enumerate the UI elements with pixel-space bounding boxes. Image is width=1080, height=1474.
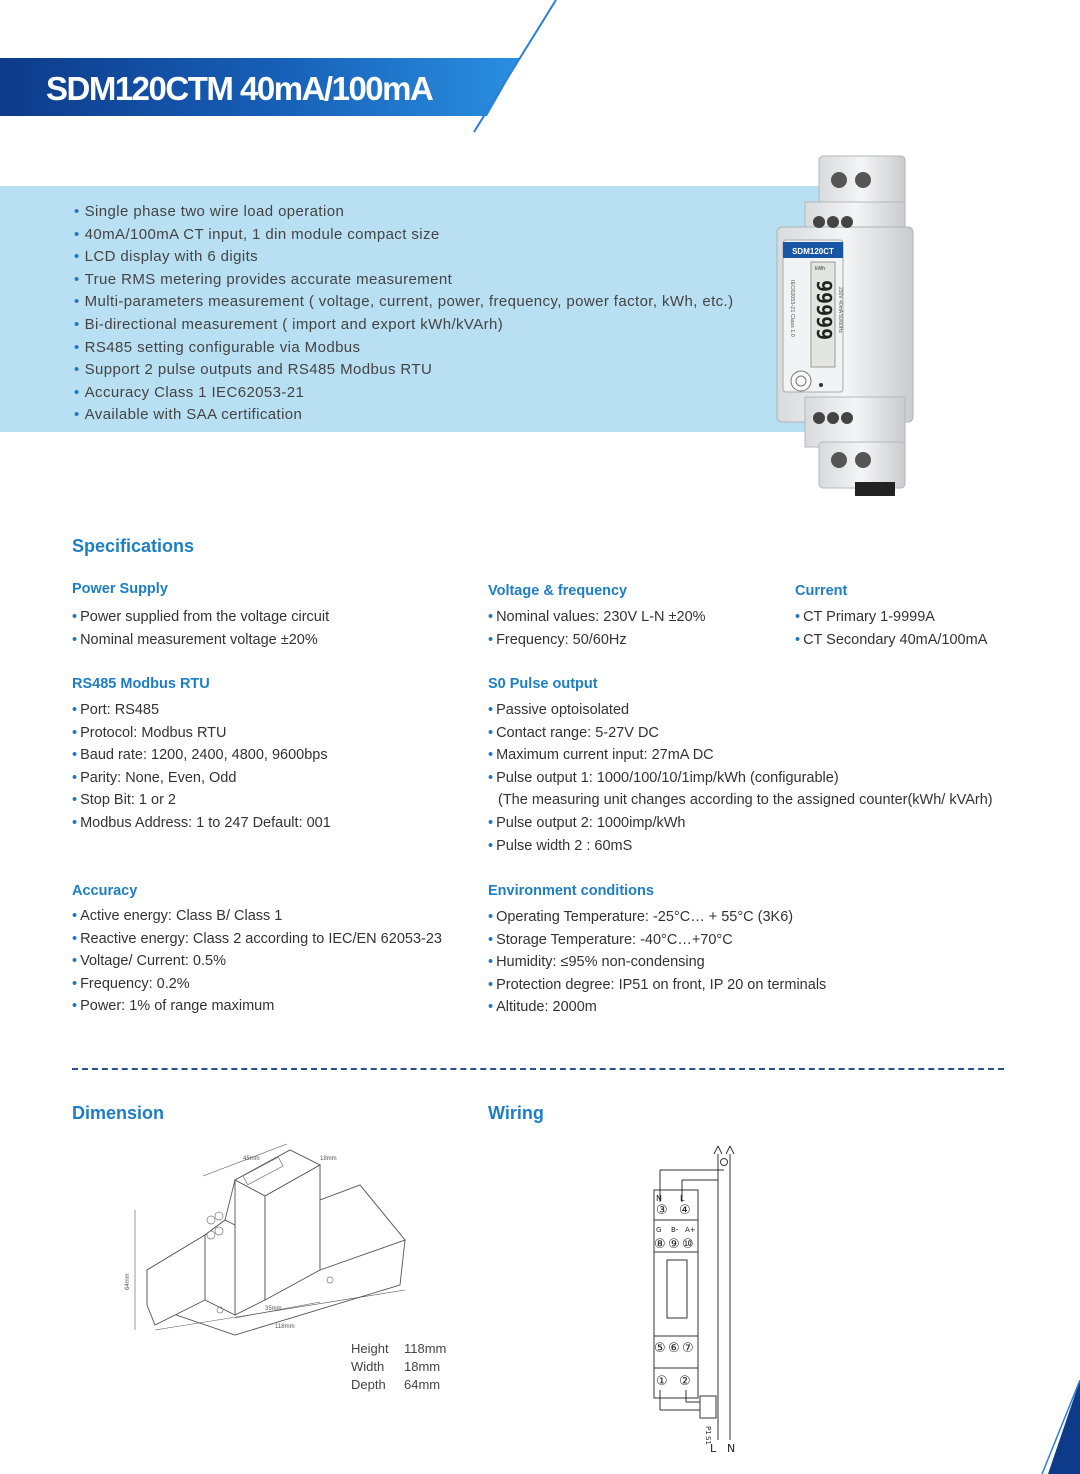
rs485-list	[72, 699, 331, 835]
bullet-icon: •	[72, 953, 78, 970]
spec-item	[488, 629, 706, 652]
spec-item-text: Pulse width 2 : 60mS	[496, 837, 633, 854]
feature-item-text: 40mA/100mA CT input, 1 din module compact size	[84, 225, 440, 243]
spec-item	[72, 629, 329, 652]
terminal-2: ②	[679, 1374, 691, 1389]
spec-item-text: CT Secondary 40mA/100mA	[803, 631, 988, 648]
feature-item-text: Single phase two wire load operation	[84, 203, 345, 220]
spec-item	[488, 996, 826, 1019]
bullet-icon: •	[488, 909, 494, 925]
terminal-8: ⑧	[654, 1237, 666, 1252]
spec-item-text: Pulse output 1: 1000/100/10/1imp/kWh (configurable)	[496, 769, 839, 786]
feature-item	[74, 246, 734, 269]
spec-item-text: Operating Temperature: -25°C… + 55°C (3K6)	[496, 909, 794, 925]
wiring-bottom-l: L	[710, 1442, 717, 1455]
power-supply-list	[72, 606, 329, 651]
bullet-icon: •	[74, 406, 80, 424]
product-image	[775, 152, 915, 498]
dim-label-height: 64mm	[125, 1273, 131, 1290]
dimension-label: Height	[351, 1341, 389, 1356]
current-list	[795, 606, 987, 651]
bullet-icon: •	[488, 999, 494, 1016]
feature-item	[74, 201, 734, 224]
spec-item	[488, 951, 826, 974]
section-divider	[72, 1068, 1004, 1070]
dim-label-depth-top: 18mm	[320, 1156, 337, 1162]
dimension-value: 64mm	[404, 1377, 441, 1392]
spec-item	[488, 812, 993, 835]
spec-item	[488, 744, 993, 767]
environment-list	[488, 906, 826, 1019]
wiring-p1-label: P1	[704, 1426, 712, 1435]
feature-item	[74, 314, 734, 337]
bullet-icon: •	[488, 724, 494, 741]
feature-item-text: Bi-directional measurement ( import and export kWh/kVArh)	[84, 315, 504, 333]
dimension-value: 118mm	[404, 1341, 447, 1356]
bullet-icon: •	[488, 814, 494, 831]
dimension-table	[351, 1340, 446, 1394]
spec-item-text: Frequency: 50/60Hz	[496, 631, 627, 648]
bullet-icon: •	[74, 293, 80, 311]
bullet-icon: •	[72, 769, 78, 786]
spec-item	[72, 699, 331, 722]
feature-item	[74, 337, 734, 360]
dimension-drawing	[115, 1140, 415, 1340]
wiring-b-label: B-	[671, 1226, 679, 1234]
s0-pulse-title: S0 Pulse output	[488, 676, 598, 692]
bullet-icon: •	[72, 631, 78, 648]
spec-item-text: Nominal values: 230V L-N ±20%	[496, 609, 706, 625]
bullet-icon: •	[72, 724, 78, 741]
spec-item	[72, 789, 331, 812]
bullet-icon: •	[488, 931, 494, 948]
product-side-text-2: 230V 40mA 50/60Hz	[837, 287, 843, 333]
terminal-10: ⑩	[682, 1237, 694, 1252]
product-display: 99999	[812, 280, 836, 341]
spec-item-text: Modbus Address: 1 to 247 Default: 001	[80, 814, 331, 831]
feature-item	[74, 404, 734, 427]
dimension-label: Width	[351, 1359, 385, 1374]
spec-item-text: Reactive energy: Class 2 according to IEC/EN 62053-23	[80, 930, 442, 947]
spec-item	[488, 929, 826, 952]
bullet-icon: •	[72, 814, 78, 831]
spec-item	[72, 744, 331, 767]
feature-list	[74, 201, 734, 427]
bullet-icon: •	[795, 609, 801, 625]
spec-item	[488, 906, 826, 929]
spec-item-text: Stop Bit: 1 or 2	[80, 792, 176, 809]
bullet-icon: •	[488, 631, 494, 648]
bullet-icon: •	[488, 769, 494, 786]
spec-item-text: Storage Temperature: -40°C…+70°C	[496, 931, 733, 948]
wiring-bottom-n: N	[727, 1442, 736, 1455]
spec-item	[488, 699, 993, 722]
page-title: SDM120CTM 40mA/100mA	[46, 70, 433, 107]
bullet-icon: •	[488, 976, 494, 993]
bullet-icon: •	[488, 954, 494, 971]
feature-item	[74, 382, 734, 405]
terminal-6: ⑥	[668, 1341, 680, 1356]
bullet-icon: •	[74, 338, 80, 356]
accuracy-title: Accuracy	[72, 883, 138, 899]
spec-item-text: Contact range: 5-27V DC	[496, 724, 659, 741]
dimension-row-depth	[351, 1376, 446, 1394]
wiring-g-label: G	[656, 1226, 662, 1234]
bullet-icon: •	[795, 631, 801, 648]
spec-item-text: Frequency: 0.2%	[80, 975, 190, 992]
spec-item-text: Protocol: Modbus RTU	[80, 724, 227, 741]
spec-item-text: Pulse output 2: 1000imp/kWh	[496, 814, 686, 831]
bullet-icon: •	[74, 225, 80, 243]
feature-item	[74, 359, 734, 382]
product-kwh-label: kWh	[815, 266, 825, 272]
feature-item-text: LCD display with 6 digits	[84, 248, 259, 266]
wiring-l-label: L	[680, 1194, 685, 1203]
terminal-7: ⑦	[682, 1341, 694, 1356]
spec-item	[72, 606, 329, 629]
accuracy-list	[72, 905, 442, 1018]
spec-item	[72, 995, 442, 1018]
feature-item-text: RS485 setting configurable via Modbus	[84, 338, 361, 356]
feature-item	[74, 224, 734, 247]
feature-item-text: Multi-parameters measurement ( voltage, current, power, frequency, power factor, kWh, etc.)	[84, 293, 734, 311]
specifications-title: Specifications	[72, 536, 195, 556]
spec-item	[72, 905, 442, 928]
power-supply-title: Power Supply	[72, 581, 168, 597]
bullet-icon: •	[74, 361, 80, 379]
spec-item-text: Baud rate: 1200, 2400, 4800, 9600bps	[80, 747, 328, 764]
bullet-icon: •	[74, 248, 80, 266]
current-title: Current	[795, 583, 848, 599]
bullet-icon: •	[72, 908, 78, 924]
voltage-frequency-list	[488, 606, 706, 651]
spec-item-text: Port: RS485	[80, 702, 160, 718]
bullet-icon: •	[74, 270, 80, 288]
dimension-row-height	[351, 1340, 446, 1358]
spec-item-text: Nominal measurement voltage ±20%	[80, 631, 318, 648]
bullet-icon: •	[72, 930, 78, 947]
bullet-icon: •	[74, 315, 80, 333]
spec-item	[72, 767, 331, 790]
spec-item-text: Humidity: ≤95% non-condensing	[496, 954, 705, 971]
bullet-icon: •	[72, 975, 78, 992]
spec-item	[72, 722, 331, 745]
dimension-label: Depth	[351, 1377, 386, 1392]
spec-item-text: Maximum current input: 27mA DC	[496, 747, 714, 764]
bullet-icon: •	[488, 747, 494, 764]
spec-note: (The measuring unit changes according to the assigned counter(kWh/ kVArh)	[498, 792, 993, 809]
spec-item-text: CT Primary 1-9999A	[803, 609, 935, 625]
wiring-n-label: N	[656, 1194, 662, 1203]
dim-label-front: 35mm	[265, 1306, 282, 1312]
voltage-frequency-title: Voltage & frequency	[488, 583, 628, 599]
feature-item-text: True RMS metering provides accurate measurement	[84, 270, 453, 288]
feature-item-text: Available with SAA certification	[84, 406, 303, 424]
bullet-icon: •	[74, 203, 80, 220]
feature-item	[74, 291, 734, 314]
terminal-4: ④	[679, 1203, 691, 1218]
spec-item-text: Altitude: 2000m	[496, 999, 597, 1016]
spec-item	[72, 928, 442, 951]
spec-item	[488, 835, 993, 858]
spec-item	[488, 606, 706, 629]
bullet-icon: •	[488, 702, 494, 718]
bullet-icon: •	[72, 609, 78, 625]
s0-pulse-list	[488, 699, 993, 857]
dim-label-length: 118mm	[275, 1324, 295, 1330]
spec-item	[72, 812, 331, 835]
wiring-title: Wiring	[488, 1103, 544, 1123]
environment-title: Environment conditions	[488, 883, 654, 899]
wiring-a-label: A+	[685, 1226, 696, 1234]
spec-item-text: Active energy: Class B/ Class 1	[80, 908, 283, 924]
dim-label-width-top: 45mm	[243, 1156, 260, 1162]
bullet-icon: •	[72, 702, 78, 718]
wiring-s1-label: S1	[704, 1436, 712, 1445]
spec-item-text: Power supplied from the voltage circuit	[80, 609, 330, 625]
wiring-diagram	[640, 1140, 750, 1455]
product-side-text-1: IEC62053-21 Class 1.0	[789, 280, 795, 337]
spec-item-text: Parity: None, Even, Odd	[80, 769, 237, 786]
feature-item	[74, 269, 734, 292]
spec-item	[488, 974, 826, 997]
spec-item	[795, 629, 987, 652]
spec-item	[72, 950, 442, 973]
terminal-9: ⑨	[668, 1237, 680, 1252]
bullet-icon: •	[72, 998, 78, 1015]
dimension-value: 18mm	[404, 1359, 441, 1374]
terminal-1: ①	[656, 1374, 668, 1389]
spec-item	[795, 606, 987, 629]
bullet-icon: •	[488, 837, 494, 854]
spec-item-text: Power: 1% of range maximum	[80, 998, 275, 1015]
rs485-title: RS485 Modbus RTU	[72, 676, 210, 692]
spec-item-text: Voltage/ Current: 0.5%	[80, 953, 226, 970]
bullet-icon: •	[74, 383, 80, 401]
spec-item-text: Protection degree: IP51 on front, IP 20 on terminals	[496, 976, 827, 993]
spec-item	[488, 722, 993, 745]
spec-item	[488, 767, 993, 790]
corner-decoration	[1040, 1380, 1080, 1474]
bullet-icon: •	[72, 792, 78, 809]
bullet-icon: •	[488, 609, 494, 625]
terminal-5: ⑤	[654, 1341, 666, 1356]
feature-item-text: Accuracy Class 1 IEC62053-21	[84, 383, 305, 401]
product-model-label: SDM120CT	[792, 247, 834, 256]
dimension-title: Dimension	[72, 1103, 165, 1123]
feature-item-text: Support 2 pulse outputs and RS485 Modbus RTU	[84, 361, 433, 379]
spec-item-text: Passive optoisolated	[496, 702, 630, 718]
bullet-icon: •	[72, 747, 78, 764]
dimension-row-width	[351, 1358, 446, 1376]
spec-item	[72, 973, 442, 996]
terminal-3: ③	[656, 1203, 668, 1218]
